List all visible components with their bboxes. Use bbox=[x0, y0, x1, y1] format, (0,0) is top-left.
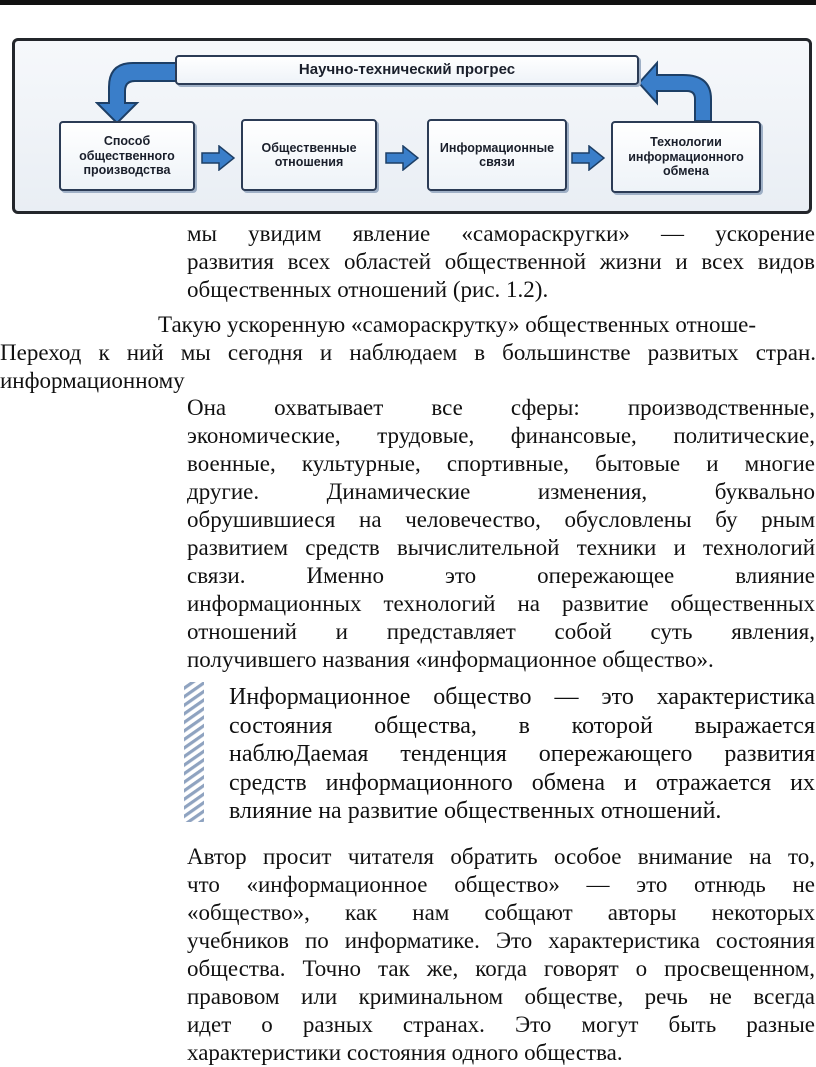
text-line: учебников по информатике. Это характеристика состояния bbox=[187, 928, 815, 953]
text-line: общества. Точно так же, когда говорят о просвещенном, bbox=[187, 956, 815, 981]
top-rule bbox=[0, 0, 816, 5]
text-line: экономические, трудовые, финансовые, политические, bbox=[187, 423, 815, 448]
diagram-title-box: Научно-технический прогрес bbox=[175, 55, 639, 85]
text-line: состояния общества, в которой выражается bbox=[229, 712, 815, 739]
text-line: Автор просит читателя обратить особое внимание на то, bbox=[187, 844, 815, 869]
text-line: получившего названия «информационное общество». bbox=[187, 647, 714, 672]
arrow-right-icon bbox=[201, 145, 235, 171]
text-line: мы увидим явление «самораскругки» — ускорение bbox=[187, 221, 815, 246]
text-line: развитием средств вычислительной техники и технологий bbox=[187, 535, 815, 560]
paragraph-3 bbox=[187, 394, 815, 674]
paragraph-4 bbox=[187, 843, 815, 1067]
text-line: информационному bbox=[0, 368, 185, 393]
figure-diagram bbox=[12, 38, 812, 214]
diagram-box-production: Способ общественного производства bbox=[59, 121, 195, 191]
diagram-box-social-relations: Общественные отношения bbox=[241, 119, 377, 191]
text-line: информационных технологий на развитие общественных bbox=[187, 591, 815, 616]
definition-marker-icon bbox=[178, 682, 208, 822]
text-line: что «информационное общество» — это отнюдь не bbox=[187, 872, 815, 897]
definition-block bbox=[229, 683, 815, 826]
text-line: Переход к ний мы сегодня и наблюдаем в большинстве развитых стран. bbox=[0, 340, 816, 365]
text-line: общественных отношений (рис. 1.2). bbox=[187, 277, 549, 302]
text-line: Информационное общество — это характеристика bbox=[229, 684, 815, 710]
text-line: Такую ускоренную «самораскрутку» общественных отноше- bbox=[158, 312, 757, 337]
text-line: влияние на развитие общественных отношений. bbox=[229, 798, 722, 824]
arrow-right-icon bbox=[571, 145, 605, 171]
diagram-box-exchange-technologies: Технологии информационного обмена bbox=[611, 121, 761, 193]
text-line: обрушившиеся на человечество, обусловлены бу рным bbox=[187, 507, 815, 532]
curved-arrow-left-icon bbox=[95, 59, 185, 125]
text-line: связи. Именно это опережающее влияние bbox=[187, 563, 815, 588]
text-line: отношений и представляет собой суть явления, bbox=[187, 619, 815, 644]
curved-arrow-right-icon bbox=[637, 53, 721, 123]
text-line: развития всех областей общественной жизни и всех видов bbox=[187, 249, 815, 274]
text-line: другие. Динамические изменения, буквально bbox=[187, 479, 815, 504]
text-line: правовом или криминальном обществе, речь не всегда bbox=[187, 984, 815, 1009]
text-line: наблюДаемая тенденция опережающего развития bbox=[229, 741, 815, 767]
text-line: средств информационного обмена и отражается их bbox=[229, 769, 815, 796]
text-line: характеристики состояния одного общества. bbox=[187, 1040, 623, 1065]
text-line: «общество», как нам собщают авторы некоторых bbox=[187, 900, 815, 925]
text-line: Она охватывает все сферы: производственные, bbox=[187, 395, 815, 420]
diagram-box-information-links: Информационные связи bbox=[427, 119, 567, 191]
arrow-right-icon bbox=[385, 145, 419, 171]
paragraph-1 bbox=[187, 220, 815, 304]
text-line: идет о разных странах. Это могут быть разные bbox=[187, 1012, 815, 1037]
text-line: военные, культурные, спортивные, бытовые и многие bbox=[187, 451, 815, 476]
paragraph-2 bbox=[0, 311, 816, 395]
